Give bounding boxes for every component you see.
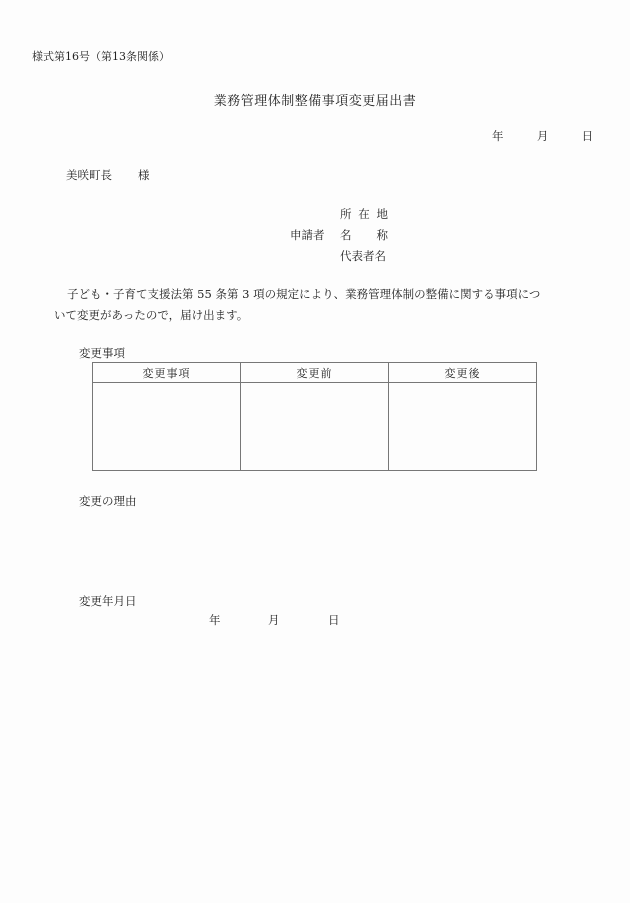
changes-table [92, 362, 537, 471]
reason-section-label: 変更の理由 [79, 494, 137, 508]
cell-before[interactable] [241, 383, 389, 471]
cell-after[interactable] [389, 383, 537, 471]
reason-field[interactable] [79, 512, 559, 582]
cell-item[interactable] [93, 383, 241, 471]
representative-label: 代表者名 [340, 249, 386, 263]
addressee-honorific: 様 [138, 168, 150, 182]
submission-date [492, 128, 593, 144]
name-label: 名 称 [340, 228, 388, 242]
change-month-label: 月 [268, 613, 280, 627]
submission-month-label: 月 [536, 129, 549, 143]
addressee-name: 美咲町長 [66, 168, 112, 182]
changes-section-label: 変更事項 [79, 346, 125, 360]
change-day-label: 日 [328, 613, 340, 627]
declaration-line-2: いて変更があったので，届け出ます。 [54, 308, 249, 322]
changes-table-header [93, 363, 537, 383]
address-label: 所 在 地 [340, 207, 388, 221]
column-header-item: 変更事項 [93, 363, 241, 383]
declaration-line-1: 子ども・子育て支援法第 55 条第 3 項の規定により、業務管理体制の整備に関する事項につ [67, 287, 541, 301]
declaration-text [54, 284, 594, 326]
submission-day-label: 日 [581, 129, 594, 143]
change-date-section-label: 変更年月日 [79, 594, 137, 608]
document-title: 業務管理体制整備事項変更届出書 [213, 94, 417, 109]
addressee [66, 167, 150, 183]
applicant-role-label: 申請者 [290, 228, 325, 242]
table-row [93, 383, 537, 471]
column-header-after: 変更後 [389, 363, 537, 383]
column-header-before: 変更前 [241, 363, 389, 383]
submission-year-label: 年 [492, 129, 504, 143]
change-year-label: 年 [209, 613, 221, 627]
form-number: 様式第16号（第13条関係） [32, 50, 170, 63]
